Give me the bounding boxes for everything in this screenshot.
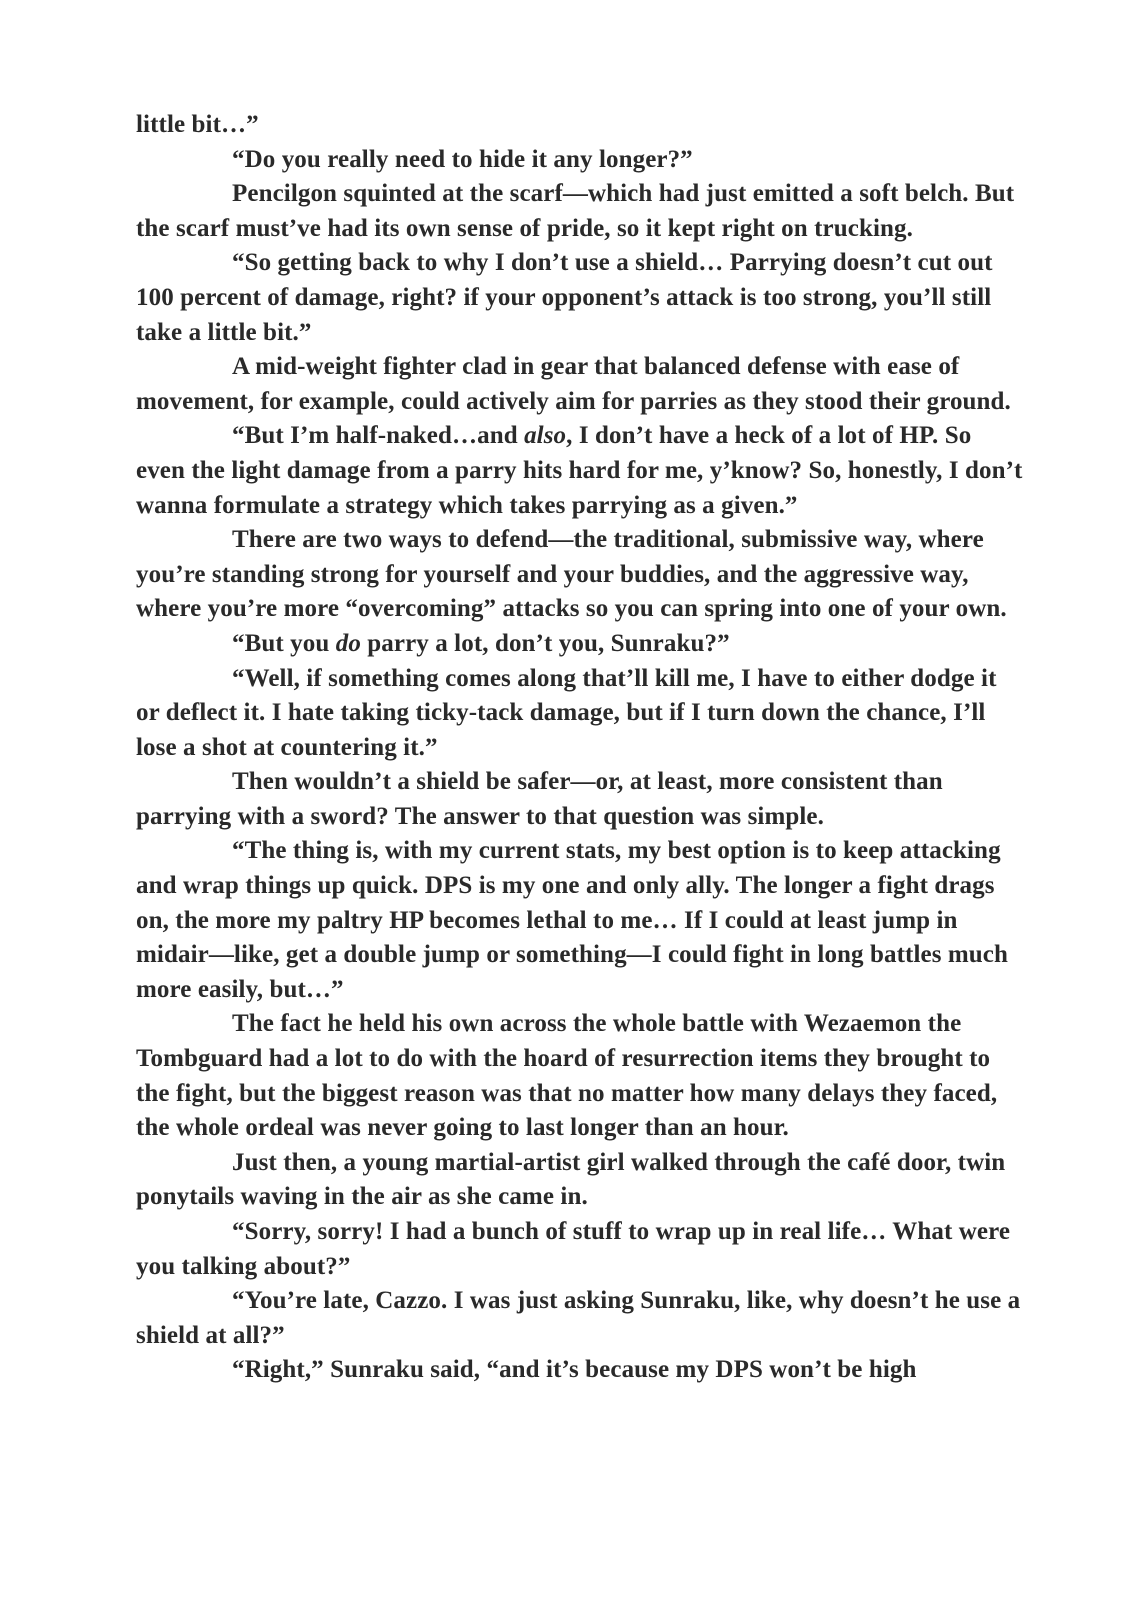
paragraph — [136, 1146, 1026, 1215]
paragraph — [136, 143, 1026, 178]
text-run: The fact he held his own across the whole battle with Wezaemon the Tombguard had a lot to do with the hoard of resurrection items they brought to the fight, but the biggest reason was that no matter how many delays they faced, the whole ordeal was never going to last longer than an hour. — [136, 1010, 998, 1142]
book-page — [136, 108, 1026, 1388]
paragraph — [136, 523, 1026, 627]
paragraph — [136, 765, 1026, 834]
paragraph — [136, 350, 1026, 419]
text-run: “Sorry, sorry! I had a bunch of stuff to wrap up in real life… What were you talking about?” — [136, 1218, 1011, 1280]
text-run: “But I’m half-naked…and — [232, 422, 525, 450]
text-run: There are two ways to defend—the traditional, submissive way, where you’re standing strong for yourself and your buddies, and the aggressive way, where you’re more “overcoming” attacks so you can spring into one of your own. — [136, 526, 1007, 623]
text-run: Just then, a young martial-artist girl walked through the café door, twin ponytails waving in the air as she came in. — [136, 1148, 1006, 1211]
text-run: , I don’t have a heck of a lot of HP. So even the light damage from a parry hits hard for me, y’know? So, honestly, I don’t wanna formulate a strategy which takes parrying as a given.” — [136, 422, 1023, 519]
paragraph — [136, 108, 1026, 143]
text-run: A mid-weight fighter clad in gear that balanced defense with ease of movement, for example, could actively aim for parries as they stood their ground. — [136, 353, 1011, 415]
text-run: “You’re late, Cazzo. I was just asking Sunraku, like, why doesn’t he use a shield at all?” — [136, 1287, 1021, 1349]
paragraph — [136, 662, 1026, 766]
text-run: “The thing is, with my current stats, my best option is to keep attacking and wrap things up quick. DPS is my one and only ally. The longer a fight drags on, the more my paltry HP becomes lethal to me… If I could at least jump in midair—like, get a double jump or something—I could fight in long battles much more easily, but…” — [136, 837, 1008, 1003]
paragraph — [136, 627, 1026, 662]
text-run: little bit…” — [136, 111, 259, 138]
paragraph — [136, 246, 1026, 350]
paragraph — [136, 1215, 1026, 1284]
text-run: “Well, if something comes along that’ll kill me, I have to either dodge it or deflect it. I hate taking ticky-tack damage, but if I turn down the chance, I’ll lose a shot at countering it.” — [136, 664, 997, 761]
paragraph — [136, 1353, 1026, 1388]
italic-text: do — [335, 629, 361, 657]
text-run: parry a lot, don’t you, Sunraku?” — [360, 629, 730, 657]
text-run: Pencilgon squinted at the scarf—which had just emitted a soft belch. But the scarf must’ve had its own sense of pride, so it kept right on trucking. — [136, 180, 1015, 242]
text-run: “Right,” Sunraku said, “and it’s because my DPS won’t be high — [232, 1356, 917, 1384]
text-run: “But you — [232, 629, 336, 657]
text-run: Then wouldn’t a shield be safer—or, at least, more consistent than parrying with a sword? The answer to that question was simple. — [136, 768, 943, 830]
paragraph — [136, 1284, 1026, 1353]
paragraph — [136, 834, 1026, 1007]
text-run: “Do you really need to hide it any longer?” — [232, 145, 693, 173]
text-run: “So getting back to why I don’t use a shield… Parrying doesn’t cut out 100 percent of damage, right? if your opponent’s attack is too strong, you’ll still take a little bit.” — [136, 249, 993, 346]
paragraph — [136, 419, 1026, 523]
paragraph — [136, 1007, 1026, 1145]
italic-text: also — [524, 422, 567, 450]
paragraph — [136, 177, 1026, 246]
